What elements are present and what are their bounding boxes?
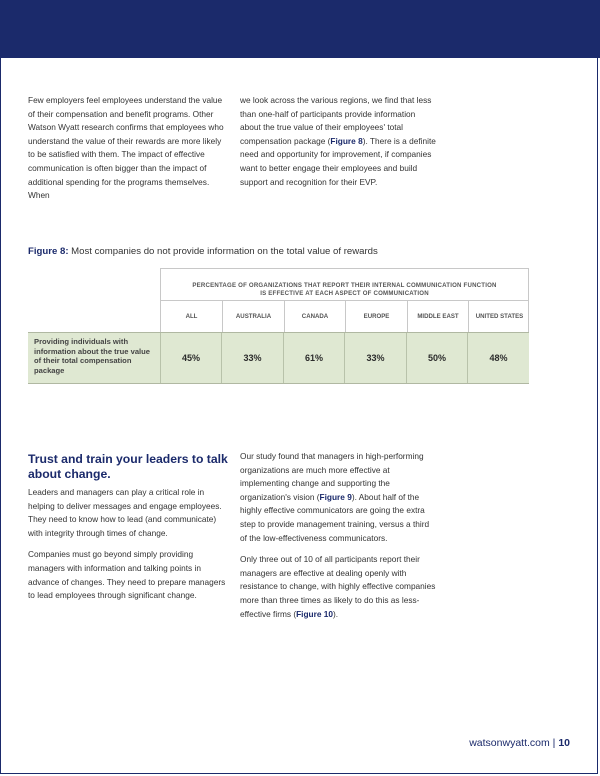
- body-paragraph: Only three out of 10 of all participants report their managers are effective at dealing openly with resistance to change, with highly effective companies more than three times as likely to do this as less-effective firms (Figure 10).: [240, 554, 436, 619]
- header-band: [0, 0, 600, 58]
- intro-column-right: [240, 94, 438, 197]
- row-label: Providing individuals with information about the true value of their total compensation package: [34, 337, 151, 375]
- intro-paragraph-left: Few employers feel employees understand the value of their compensation and benefit programs. Other Watson Wyatt research confirms that employees who understand the value of their rewards are more likely to be satisfied with them. The impact of effective communication is often bigger than the impact of additional spending for the programs themselves. When: [28, 95, 224, 201]
- table-cell: 33%: [344, 333, 406, 383]
- body-paragraph: Leaders and managers can play a critical role in helping to deliver messages and engage employees. They need to know how to lead (and communicate) with integrity through times of change.: [28, 487, 222, 538]
- page-number: 10: [558, 737, 570, 749]
- figure-8-link[interactable]: Figure 8: [330, 135, 363, 146]
- body-column-left: [28, 486, 226, 611]
- intro-column-left: [28, 94, 226, 211]
- column-header: MIDDLE EAST: [407, 300, 468, 333]
- column-header: AUSTRALIA: [222, 300, 284, 333]
- section-heading: Trust and train your leaders to talk about change.: [28, 452, 228, 481]
- table-cell: 50%: [406, 333, 467, 383]
- column-header: EUROPE: [345, 300, 407, 333]
- page-footer: [469, 737, 570, 749]
- table-cell: 33%: [221, 333, 283, 383]
- table-cell: 45%: [160, 333, 221, 383]
- figure-caption-text: Most companies do not provide information on the total value of rewards: [68, 246, 378, 257]
- footer-site-link[interactable]: watsonwyatt.com: [469, 737, 550, 749]
- figure-caption: [28, 246, 378, 257]
- body-paragraph: Companies must go beyond simply providing managers with information and talking points in advance of changes. They need to prepare managers to lead employees through significant change.: [28, 549, 226, 601]
- table-header: [160, 268, 529, 332]
- body-paragraph: Our study found that managers in high-performing organizations are much more effective at implementing change and supporting the organization's vision (Figure 9). About half of the highly effective communicators are going the extra step to provide management training, versus a third of the low-effectiveness communicators.: [240, 451, 430, 543]
- figure-8-table: [28, 268, 530, 384]
- figure-label: Figure 8:: [28, 246, 69, 257]
- table-header-title: PERCENTAGE OF ORGANIZATIONS THAT REPORT THEIR INTERNAL COMMUNICATION FUNCTION IS EFFECTIVE AT EACH ASPECT OF COMMUNICATION: [192, 282, 497, 297]
- column-header: UNITED STATES: [468, 300, 530, 333]
- figure-9-link[interactable]: Figure 9: [319, 491, 352, 502]
- column-header: ALL: [185, 313, 198, 320]
- column-header: CANADA: [284, 300, 345, 333]
- table-cell: 61%: [283, 333, 344, 383]
- table-row: [28, 332, 529, 384]
- body-column-right: [240, 450, 438, 629]
- intro-paragraph-right: we look across the various regions, we find that less than one-half of participants provide information about the true value of their employees' total compensation package (Figure 8). There is a definite need and opportunity for improvement, if companies want to better engage their employees and build support and recognition for their EVP.: [240, 95, 436, 187]
- figure-10-link[interactable]: Figure 10: [296, 608, 333, 619]
- footer-separator: |: [549, 737, 559, 749]
- table-cell: 48%: [467, 333, 529, 383]
